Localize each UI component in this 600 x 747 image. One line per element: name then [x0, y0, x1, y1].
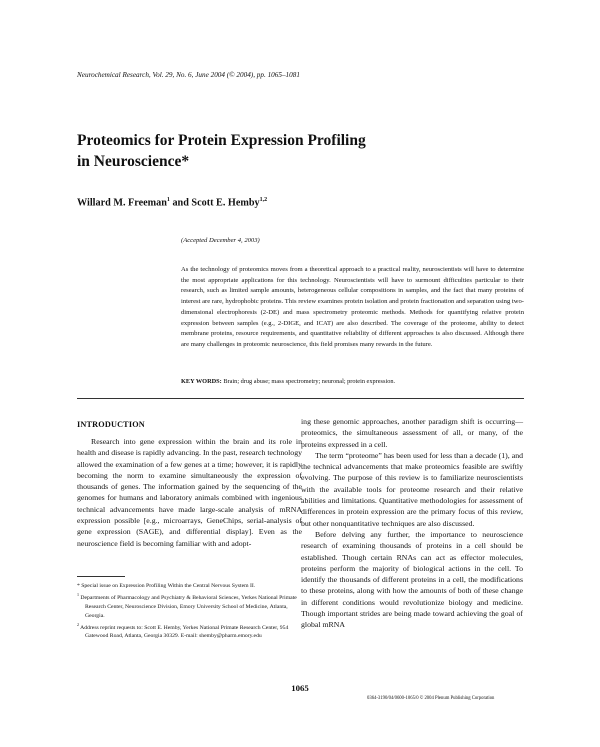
footnote-mark: 1 [77, 591, 79, 597]
paragraph: Research into gene expression within the brain and its role in health and disease is rapidly advancing. In the past, research technology allowed the examination of a few genes at a time; however, it is rapidly becoming the norm to examine simultaneously the expression of thousands of genes. The information gained by the sequencing of the genomes for humans and laboratory animals combined with ingenious technical advancements have made large-scale analysis of mRNA expression possible [e.g., microarrays, GeneChips, serial-analysis of gene expression (SAGE), and differential display]. Even as the neuroscience field is becoming familiar with and adopt- [77, 437, 302, 548]
footnote [77, 621, 302, 642]
footnote-text: Departments of Pharmacology and Psychiatry & Behavioral Sciences, Yerkes National Primate Research Center, Neuroscience Division, Emory University School of Medicine, Atlanta, Georgia. [79, 594, 297, 619]
footnotes [77, 582, 302, 641]
paragraph: Before delving any further, the importance to neuroscience research of examining thousands of proteins in a cell should be established. Though certain RNAs can act as effector molecules, proteins perform the majority of biological actions in the cell. To identify the thousands of different proteins in a cell, the modifications to these proteins, along with how the amounts of both of these change in different conditions would revolutionize biology and medicine. Though important strides are being made toward achieving the goal of global mRNA [301, 529, 523, 630]
accepted-date: (Accepted December 4, 2003) [181, 237, 260, 244]
footnote-divider [77, 576, 125, 577]
author-affiliation-mark: 1 [166, 197, 170, 203]
paragraph: ing these genomic approaches, another paradigm shift is occurring—proteomics, the simultaneous assessment of all, or many, of the proteins expressed in a cell. [301, 417, 523, 449]
body-column-left [77, 436, 302, 549]
author-affiliation-mark: 1,2 [259, 197, 268, 203]
author-name: Scott E. Hemby [191, 197, 260, 209]
article-title [77, 130, 537, 172]
body-column-right [301, 416, 523, 631]
footnote-mark: 2 [77, 621, 79, 627]
footnote-text: Address reprint requests to: Scott E. Hemby, Yerkes National Primate Research Center, 954 Gatewood Road, Atlanta, Georgia 30329. E-mail: shemby@pharm.emory.edu [79, 624, 289, 640]
author-list [77, 197, 267, 208]
section-heading: INTRODUCTION [77, 420, 145, 429]
author-conjunction: and [169, 197, 192, 209]
footnote [77, 591, 302, 621]
keywords [181, 377, 524, 387]
keywords-list: Brain; drug abuse; mass spectrometry; neuronal; protein expression. [221, 378, 396, 385]
copyright-line: 0364-3190/04/0600-1065/0 © 2004 Plenum Publishing Corporation [367, 696, 495, 701]
abstract: As the technology of proteomics moves from a theoretical approach to a practical reality, neuroscientists will have to determine the most appropriate applications for this technology. Neuroscientists will have to surmount difficulties particular to their research, such as limited sample amounts, heterogeneous cellular compositions in samples, and the fact that many proteins of interest are rare, hydrophobic proteins. This review examines protein isolation and protein fractionation and separation using two-dimensional electrophoresis (2-DE) and mass spectrometry proteomic methods. Methods for quantifying relative protein expression between samples (e.g., 2-DIGE, and ICAT) are also described. The coverage of the proteome, ability to detect membrane proteins, resource requirements, and quantitative reliability of different approaches is also discussed. Although there are many challenges in proteomic neuroscience, this field promises many rewards in the future. [181, 266, 524, 348]
footnote: * Special issue on Expression Profiling Within the Central Nervous System II. [77, 583, 256, 589]
journal-citation: Neurochemical Research, Vol. 29, No. 6, June 2004 (© 2004), pp. 1065–1081 [77, 71, 300, 79]
section-divider [77, 398, 524, 399]
title-line-1: Proteomics for Protein Expression Profiling [77, 132, 366, 149]
keywords-label: KEY WORDS: [181, 378, 222, 385]
paragraph: The term “proteome” has been used for less than a decade (1), and the technical advancements that make proteomics feasible are swiftly evolving. The purpose of this review is to familiarize neuroscientists with the available tools for proteome research and their relative abilities and limitations. Quantitative methodologies for assessment of differences in protein expression are the primary focus of this review, but other nonquantitative techniques are also discussed. [301, 450, 523, 528]
page-number: 1065 [291, 683, 309, 693]
author-name: Willard M. Freeman [77, 197, 167, 209]
title-line-2: in Neuroscience* [77, 153, 190, 170]
